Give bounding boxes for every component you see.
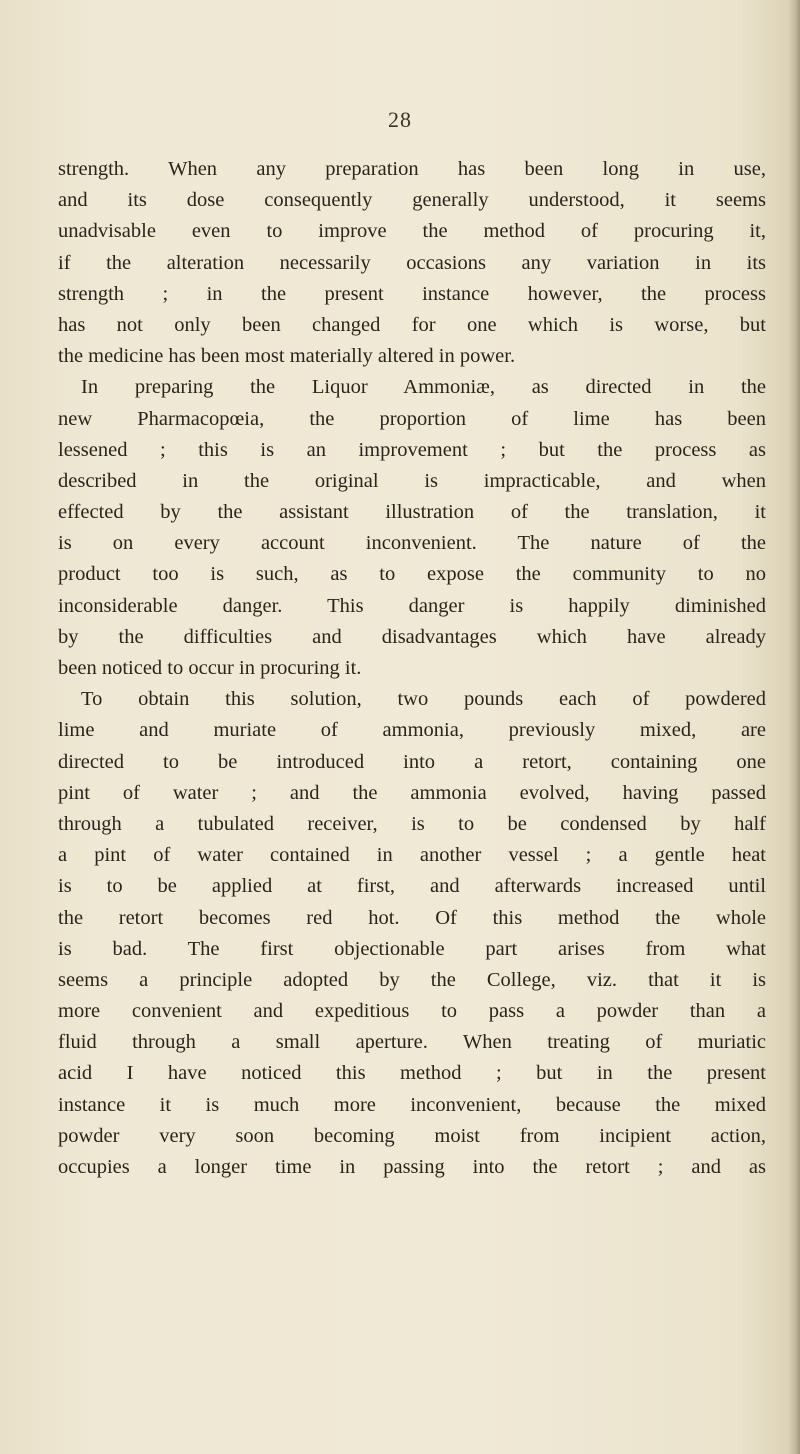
text-line: effected by the assistant illustration of the translation, it bbox=[58, 501, 766, 524]
text-line: directed to be introduced into a retort, containing one bbox=[58, 750, 766, 773]
text-line: unadvisable even to improve the method of procuring it, bbox=[58, 220, 766, 243]
text-line: lime and muriate of ammonia, previously mixed, are bbox=[58, 719, 766, 742]
text-line: a pint of water contained in another vessel ; a gentle heat bbox=[58, 844, 766, 867]
text-line: more convenient and expeditious to pass a powder than a bbox=[58, 1000, 766, 1023]
text-line: instance it is much more inconvenient, because the mixed bbox=[58, 1093, 766, 1116]
text-line: product too is such, as to expose the community to no bbox=[58, 563, 766, 586]
text-line: occupies a longer time in passing into the retort ; and as bbox=[58, 1156, 766, 1178]
text-line: through a tubulated receiver, is to be condensed by half bbox=[58, 812, 766, 835]
page-edge-shadow bbox=[788, 0, 800, 1454]
text-line: To obtain this solution, two pounds each of powdered bbox=[81, 688, 766, 711]
text-line: is bad. The first objectionable part arises from what bbox=[58, 937, 766, 960]
text-line: seems a principle adopted by the College, viz. that it is bbox=[58, 968, 766, 991]
page-number: 28 bbox=[388, 107, 412, 132]
text-line: the medicine has been most materially altered in power. bbox=[58, 345, 516, 368]
text-line: the retort becomes red hot. Of this method the whole bbox=[58, 906, 766, 929]
text-line: strength ; in the present instance however, the process bbox=[58, 282, 766, 305]
text-line: strength. When any preparation has been long in use, bbox=[58, 158, 766, 180]
body-text bbox=[58, 154, 766, 1183]
text-line: lessened ; this is an improvement ; but the process as bbox=[58, 438, 766, 461]
text-line: if the alteration necessarily occasions any variation in its bbox=[58, 251, 766, 274]
text-line: by the difficulties and disadvantages which have already bbox=[58, 625, 766, 648]
text-line: is to be applied at first, and afterwards increased until bbox=[58, 875, 766, 898]
text-line: described in the original is impracticable, and when bbox=[58, 469, 766, 492]
text-line: inconsiderable danger. This danger is happily diminished bbox=[58, 594, 766, 617]
text-line: new Pharmacopœia, the proportion of lime has been bbox=[58, 407, 766, 430]
text-line: In preparing the Liquor Ammoniæ, as directed in the bbox=[81, 376, 766, 399]
text-line: is on every account inconvenient. The nature of the bbox=[58, 532, 766, 555]
text-line: has not only been changed for one which is worse, but bbox=[58, 313, 766, 336]
text-line: acid I have noticed this method ; but in the present bbox=[58, 1062, 766, 1085]
text-line: been noticed to occur in procuring it. bbox=[58, 657, 362, 679]
text-line: and its dose consequently generally understood, it seems bbox=[58, 189, 766, 212]
text-line: fluid through a small aperture. When treating of muriatic bbox=[58, 1031, 766, 1054]
text-line: pint of water ; and the ammonia evolved, having passed bbox=[58, 781, 766, 804]
text-line: powder very soon becoming moist from incipient action, bbox=[58, 1124, 766, 1147]
